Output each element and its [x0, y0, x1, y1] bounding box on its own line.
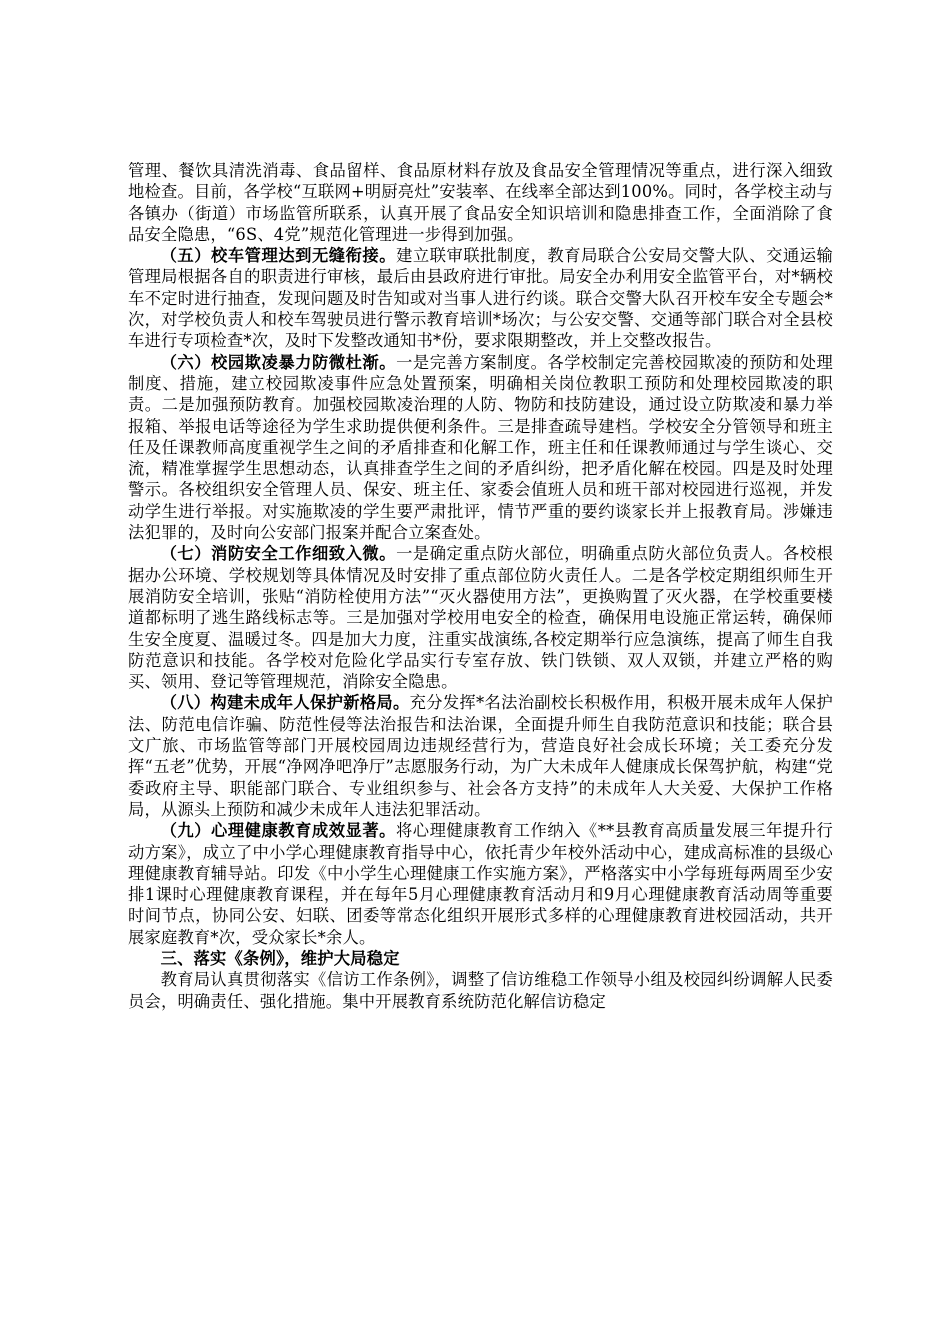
section-heading: 三、落实《条例》，维护大局稳定	[160, 948, 400, 968]
paragraph-lead: （八）构建未成年人保护新格局。	[160, 693, 410, 713]
paragraph-mental-health	[128, 820, 833, 948]
paragraph-lead: （五）校车管理达到无缝衔接。	[160, 246, 397, 266]
paragraph-text: 将心理健康教育工作纳入《**县教育高质量发展三年提升行动方案》，成立了中小学心理健康教育指导中心，依托青少年校外活动中心，建成高标准的县级心理健康教育辅导站。印发《中小学生心理健康工作实施方案》，严格落实中小学每班每两周至少安排1课时心理健康教育课程，并在每年5月心理健康教育活动月和9月心理健康教育活动周等重要时间节点，协同公安、妇联、团委等常态化组织开展形式多样的心理健康教育进校园活动，共开展家庭教育*次，受众家长*余人。	[128, 821, 833, 947]
paragraph-text: 教育局认真贯彻落实《信访工作条例》，调整了信访维稳工作领导小组及校园纠纷调解人民委员会，明确责任、强化措施。集中开展教育系统防范化解信访稳定	[128, 970, 833, 1011]
paragraph-text: 充分发挥*名法治副校长积极作用，积极开展未成年人保护法、防范电信诈骗、防范性侵等法治报告和法治课，全面提升师生自我防范意识和技能；联合县文广旅、市场监管等部门开展校园周边违规经营行为，营造良好社会成长环境；关工委充分发挥“五老”优势，开展“净网净吧净厅”志愿服务行动，为广大未成年人健康成长保驾护航，构建“党委政府主导、职能部门联合、专业组织参与、社会各方支持”的未成年人大关爱、大保护工作格局，从源头上预防和减少未成年人违法犯罪活动。	[128, 693, 833, 819]
paragraph-minor-protection	[128, 692, 833, 820]
paragraph-text: 管理、餐饮具清洗消毒、食品留样、食品原材料存放及食品安全管理情况等重点，进行深入细致地检查。目前，各学校“互联网+明厨亮灶”安装率、在线率全部达到100%。同时，各学校主动与各镇办（街道）市场监管所联系，认真开展了食品安全知识培训和隐患排查工作，全面消除了食品安全隐患，“6S、4党”规范化管理进一步得到加强。	[128, 161, 833, 244]
paragraph-lead: （六）校园欺凌暴力防微杜渐。	[160, 352, 397, 372]
paragraph-fire-safety	[128, 543, 833, 692]
paragraph-lead: （七）消防安全工作细致入微。	[160, 544, 397, 564]
paragraph-petition	[128, 969, 833, 1012]
paragraph-bullying	[128, 352, 833, 544]
paragraph-food-safety-continued	[128, 160, 833, 245]
paragraph-school-bus	[128, 245, 833, 351]
paragraph-text: 一是完善方案制度。各学校制定完善校园欺凌的预防和处理制度、措施，建立校园欺凌事件应急处置预案，明确相关岗位教职工预防和处理校园欺凌的职责。二是加强预防教育。加强校园欺凌治理的人防、物防和技防建设，通过设立防欺凌和暴力举报箱、举报电话等途径为学生求助提供便利条件。三是排查疏导建档。学校安全分管领导和班主任及任课教师高度重视学生之间的矛盾排查和化解工作，班主任和任课教师通过与学生谈心、交流，精准掌握学生思想动态，认真排查学生之间的矛盾纠纷，把矛盾化解在校园。四是及时处理警示。各校组织安全管理人员、保安、班主任、家委会值班人员和班干部对校园进行巡视，并发动学生进行举报。对实施欺凌的学生要严肃批评，情节严重的要约谈家长并上报教育局。涉嫌违法犯罪的，及时向公安部门报案并配合立案查处。	[128, 352, 834, 543]
paragraph-lead: （九）心理健康教育成效显著。	[160, 821, 396, 841]
document-page	[128, 160, 833, 1012]
paragraph-text: 一是确定重点防火部位，明确重点防火部位负责人。各校根据办公环境、学校规划等具体情况及时安排了重点部位防火责任人。二是各学校定期组织师生开展消防安全培训，张贴“消防栓使用方法”“灭火器使用方法”，更换购置了灭火器，在学校重要楼道都标明了逃生路线标志等。三是加强对学校用电安全的检查，确保用电设施正常运转，确保师生安全度夏、温暖过冬。四是加大力度，注重实战演练,各校定期举行应急演练，提高了师生自我防范意识和技能。各学校对危险化学品实行专室存放、铁门铁锁、双人双锁，并建立严格的购买、领用、登记等管理规范，消除安全隐患。	[128, 544, 834, 692]
paragraph-text: 建立联审联批制度，教育局联合公安局交警大队、交通运输管理局根据各自的职责进行审核，最后由县政府进行审批。局安全办利用安全监管平台，对*辆校车不定时进行抽查，发现问题及时告知或对当事人进行约谈。联合交警大队召开校车安全专题会*次，对学校负责人和校车驾驶员进行警示教育培训*场次；与公安交警、交通等部门联合对全县校车进行专项检查*次，及时下发整改通知书*份，要求限期整改，并上交整改报告。	[128, 246, 834, 351]
